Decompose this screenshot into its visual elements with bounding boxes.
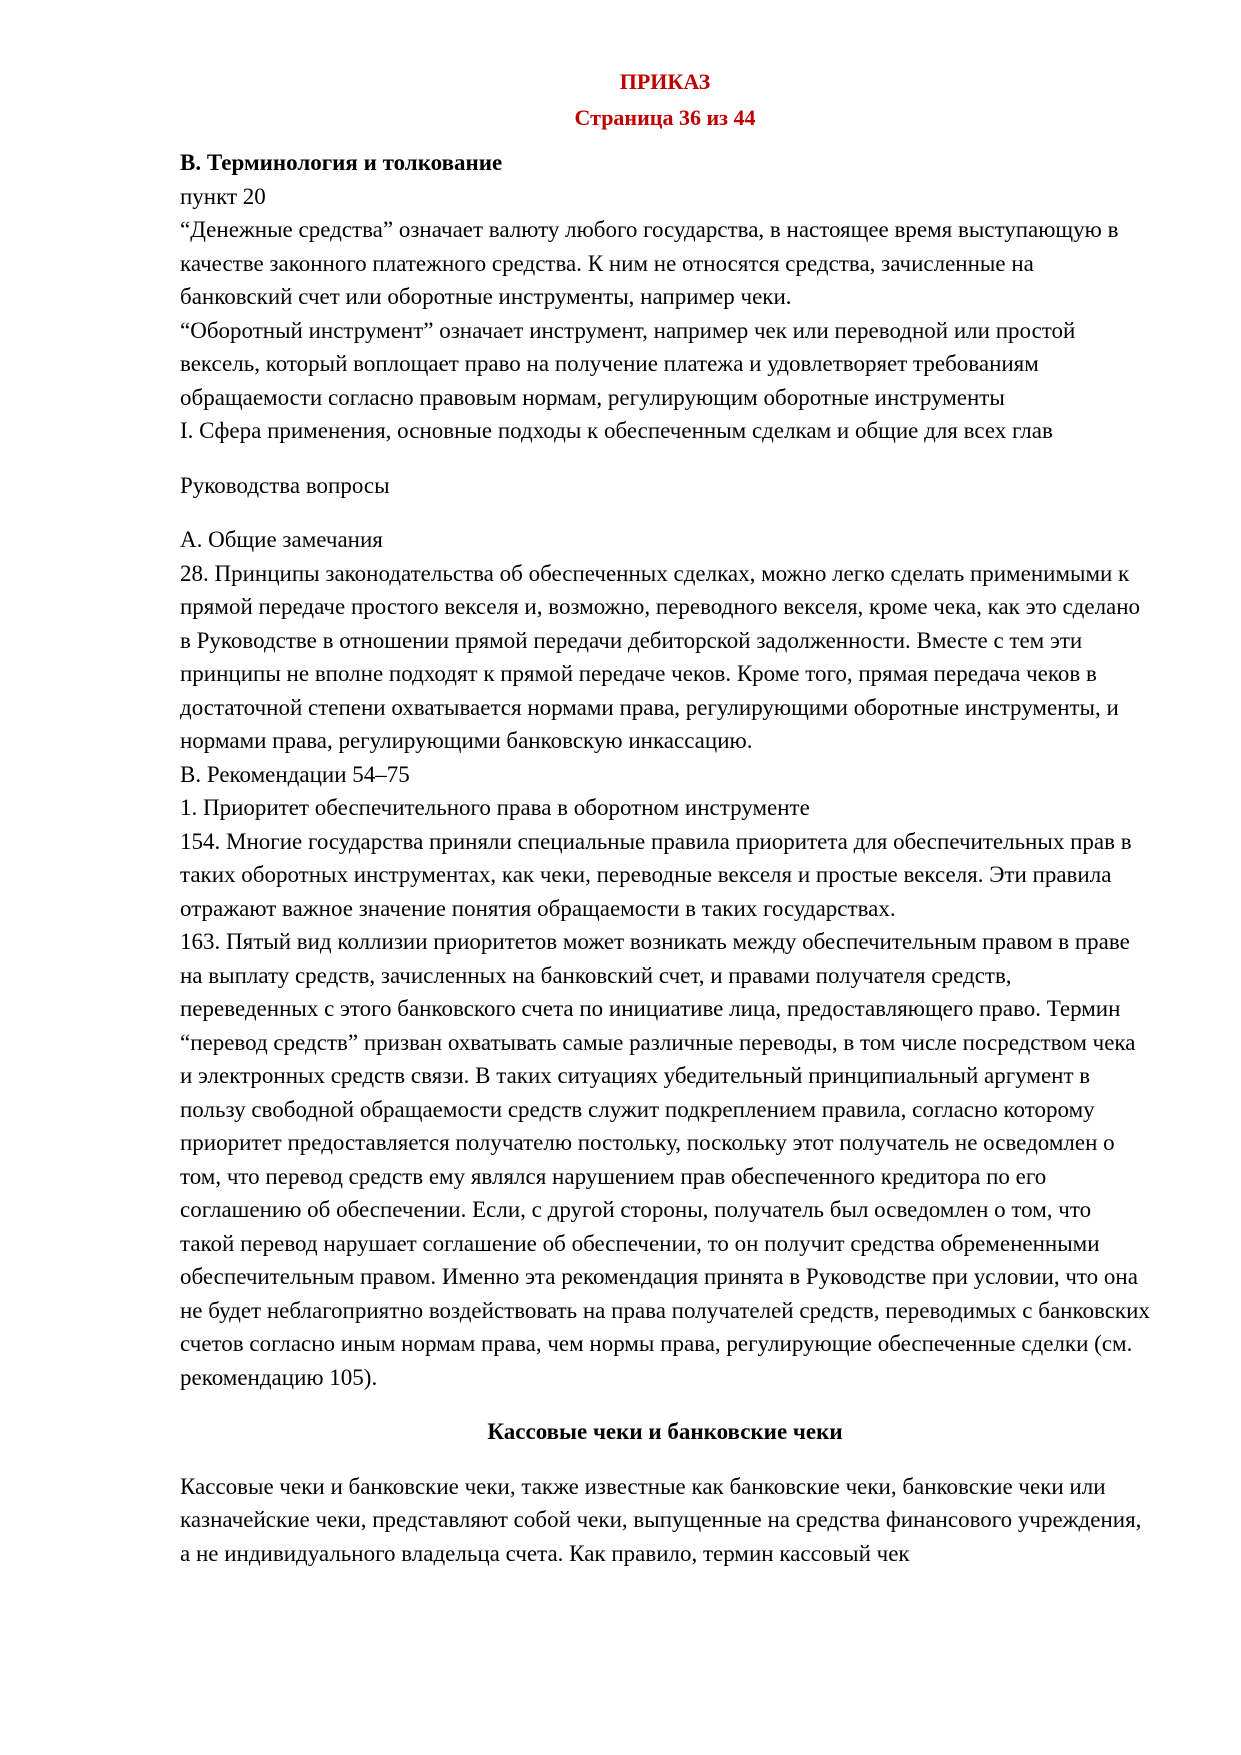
page-indicator: Страница 36 из 44 xyxy=(574,105,756,130)
paragraph: “Денежные средства” означает валюту любого государства, в настоящее время выступающую в качестве законного платежного средства. К ним не относятся средства, зачисленные на банковский счет или оборотные инструменты, например чеки. xyxy=(180,217,1119,309)
page-header xyxy=(180,64,1150,136)
paragraph: 154. Многие государства приняли специальные правила приоритета для обеспечительных прав в таких оборотных инструментах, как чеки, переводные векселя и простые векселя. Эти правила отражают важное значение понятия обращаемости в таких государствах. xyxy=(180,828,1132,921)
centered-heading: Кассовые чеки и банковские чеки xyxy=(487,1419,843,1444)
section-heading: В. Терминология и толкование xyxy=(180,150,503,175)
paragraph: Кассовые чеки и банковские чеки, также известные как банковские чеки, банковские чеки или казначейские чеки, представляют собой чеки, выпущенные на средства финансового учреждения, а не индивидуального владельца счета. Как правило, термин кассовый чек xyxy=(180,1473,1142,1566)
spacer xyxy=(180,1449,1150,1470)
paragraph: I. Сфера применения, основные подходы к обеспеченным сделкам и общие для всех глав xyxy=(180,418,1053,443)
spacer xyxy=(180,1394,1150,1415)
spacer xyxy=(180,448,1150,469)
paragraph: 1. Приоритет обеспечительного права в оборотном инструменте xyxy=(180,795,810,820)
paragraph: А. Общие замечания xyxy=(180,527,383,552)
paragraph: “Оборотный инструмент” означает инструмент, например чек или переводной или простой вексель, который воплощает право на получение платежа и удовлетворяет требованиям обращаемости согласно правовым нормам, регулирующим оборотные инструменты xyxy=(180,317,1076,410)
paragraph: В. Рекомендации 54–75 xyxy=(180,761,410,787)
paragraph: 163. Пятый вид коллизии приоритетов может возникать между обеспечительным правом в праве на выплату средств, зачисленных на банковский счет, и правами получателя средств, переведенных с этого банковского счета по инициативе лица, предоставляющего право. Термин “перевод средств” призван охватывать самые различные переводы, в том числе посредством чека и электронных средств связи. В таких ситуациях убедительный принципиальный аргумент в пользу свободной обращаемости средств служит подкреплением правила, согласно которому приоритет предоставляется получателю постольку, поскольку этот получатель не осведомлен о том, что перевод средств ему являлся нарушением прав обеспеченного кредитора по его соглашению об обеспечении. Если, с другой стороны, получатель был осведомлен о том, что такой перевод нарушает соглашение об обеспечении, то он получит средства обремененными обеспечительным правом. Именно эта рекомендация принята в Руководстве при условии, что она не будет неблагоприятно воздействовать на права получателей средств, переводимых с банковских счетов согласно иным нормам права, чем нормы права, регулирующие обеспеченные сделки (см. рекомендацию 105). xyxy=(180,929,1150,1390)
paragraph: пункт 20 xyxy=(180,183,266,209)
paragraph: 28. Принципы законодательства об обеспеченных сделках, можно легко сделать применимыми к прямой передаче простого векселя и, возможно, переводного векселя, кроме чека, как это сделано в Руководстве в отношении прямой передачи дебиторской задолженности. Вместе с тем эти принципы не вполне подходят к прямой передаче чеков. Кроме того, прямая передача чеков в достаточной степени охватывается нормами права, регулирующими оборотные инструменты, и нормами права, регулирующими банковскую инкассацию. xyxy=(180,560,1141,753)
paragraph: Руководства вопросы xyxy=(180,472,390,498)
spacer xyxy=(180,502,1150,523)
document-title: ПРИКАЗ xyxy=(619,69,711,94)
document-body xyxy=(180,146,1150,1570)
